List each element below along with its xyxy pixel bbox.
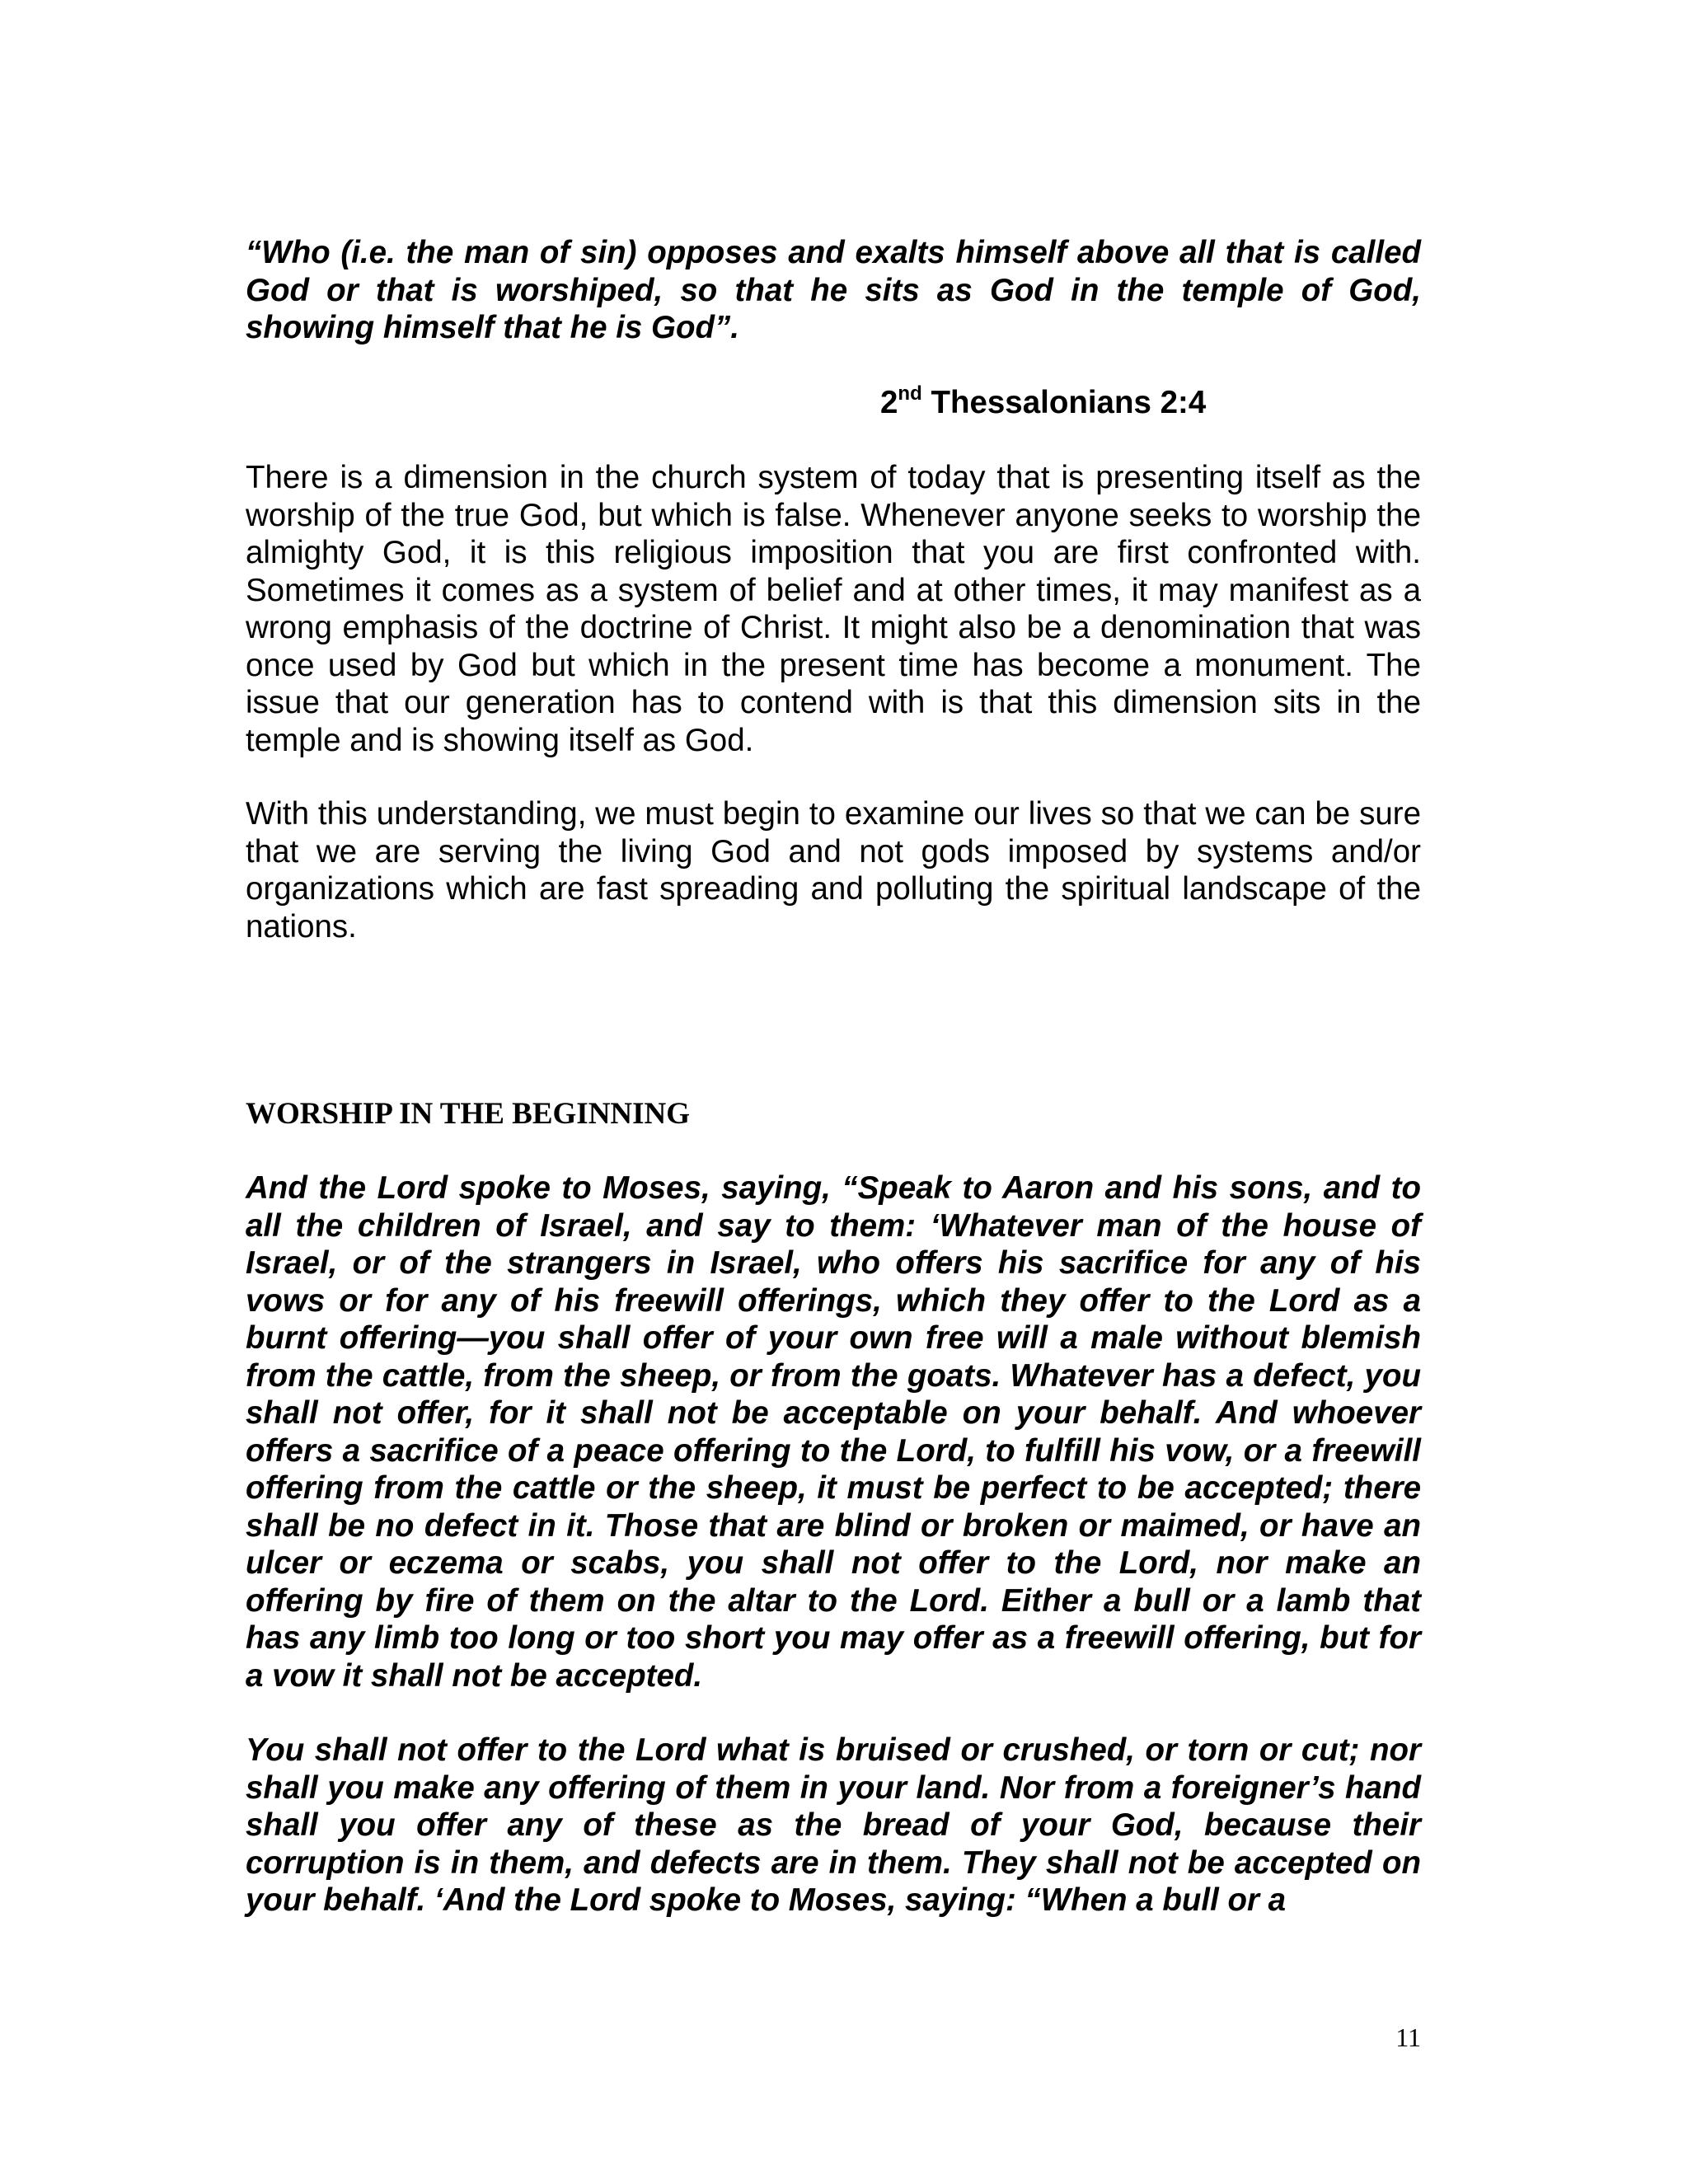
opening-scripture-quote: “Who (i.e. the man of sin) opposes and exalts himself above all that is called God or that is worshiped, so that he sits as God in the temple of God, showing himself that he is God”. [246,235,1421,345]
scripture-quote-2: You shall not offer to the Lord what is bruised or crushed, or torn or cut; nor shall you make any offering of them in your land. Nor from a foreigner’s hand shall you offer any of these as the bread of your God, because their corruption is in them, and defects are in them. They shall not be accepted on your behalf. ‘And the Lord spoke to Moses, saying: “When a bull or a [246,1732,1421,1918]
body-paragraph-2: With this understanding, we must begin to examine our lives so that we can be sure that we are serving the living God and not gods imposed by systems and/or organizations which are fast spreading and polluting the spiritual landscape of the nations. [246,796,1421,944]
body-paragraph-1: There is a dimension in the church system of today that is presenting itself as the worship of the true God, but which is false. Whenever anyone seeks to worship the almighty God, it is this religious imposition that you are first confronted with. Sometimes it comes as a system of belief and at other times, it may manifest as a wrong emphasis of the doctrine of Christ. It might also be a denomination that was once used by God but which in the present time has become a monument. The issue that our generation has to contend with is that this dimension sits in the temple and is showing itself as God. [246,460,1421,758]
reference-ordinal-suffix: nd [898,382,922,405]
scripture-reference [880,384,1206,422]
reference-number: 2 [880,385,898,420]
section-heading: WORSHIP IN THE BEGINNING [246,1097,691,1131]
reference-book-verse: Thessalonians 2:4 [921,385,1207,420]
page-number: 11 [1395,2022,1421,2052]
scripture-quote-1: And the Lord spoke to Moses, saying, “Speak to Aaron and his sons, and to all the children of Israel, and say to them: ‘Whatever man of the house of Israel, or of the strangers in Israel, who offers his sacrifice for any of his vows or for any of his freewill offerings, which they offer to the Lord as a burnt offering—you shall offer of your own free will a male without blemish from the cattle, from the sheep, or from the goats. Whatever has a defect, you shall not offer, for it shall not be acceptable on your behalf. And whoever offers a sacrifice of a peace offering to the Lord, to fulfill his vow, or a freewill offering from the cattle or the sheep, it must be perfect to be accepted; there shall be no defect in it. Those that are blind or broken or maimed, or have an ulcer or eczema or scabs, you shall not offer to the Lord, nor make an offering by fire of them on the altar to the Lord. Either a bull or a lamb that has any limb too long or too short you may offer as a freewill offering, but for a vow it shall not be accepted. [246,1170,1421,1694]
